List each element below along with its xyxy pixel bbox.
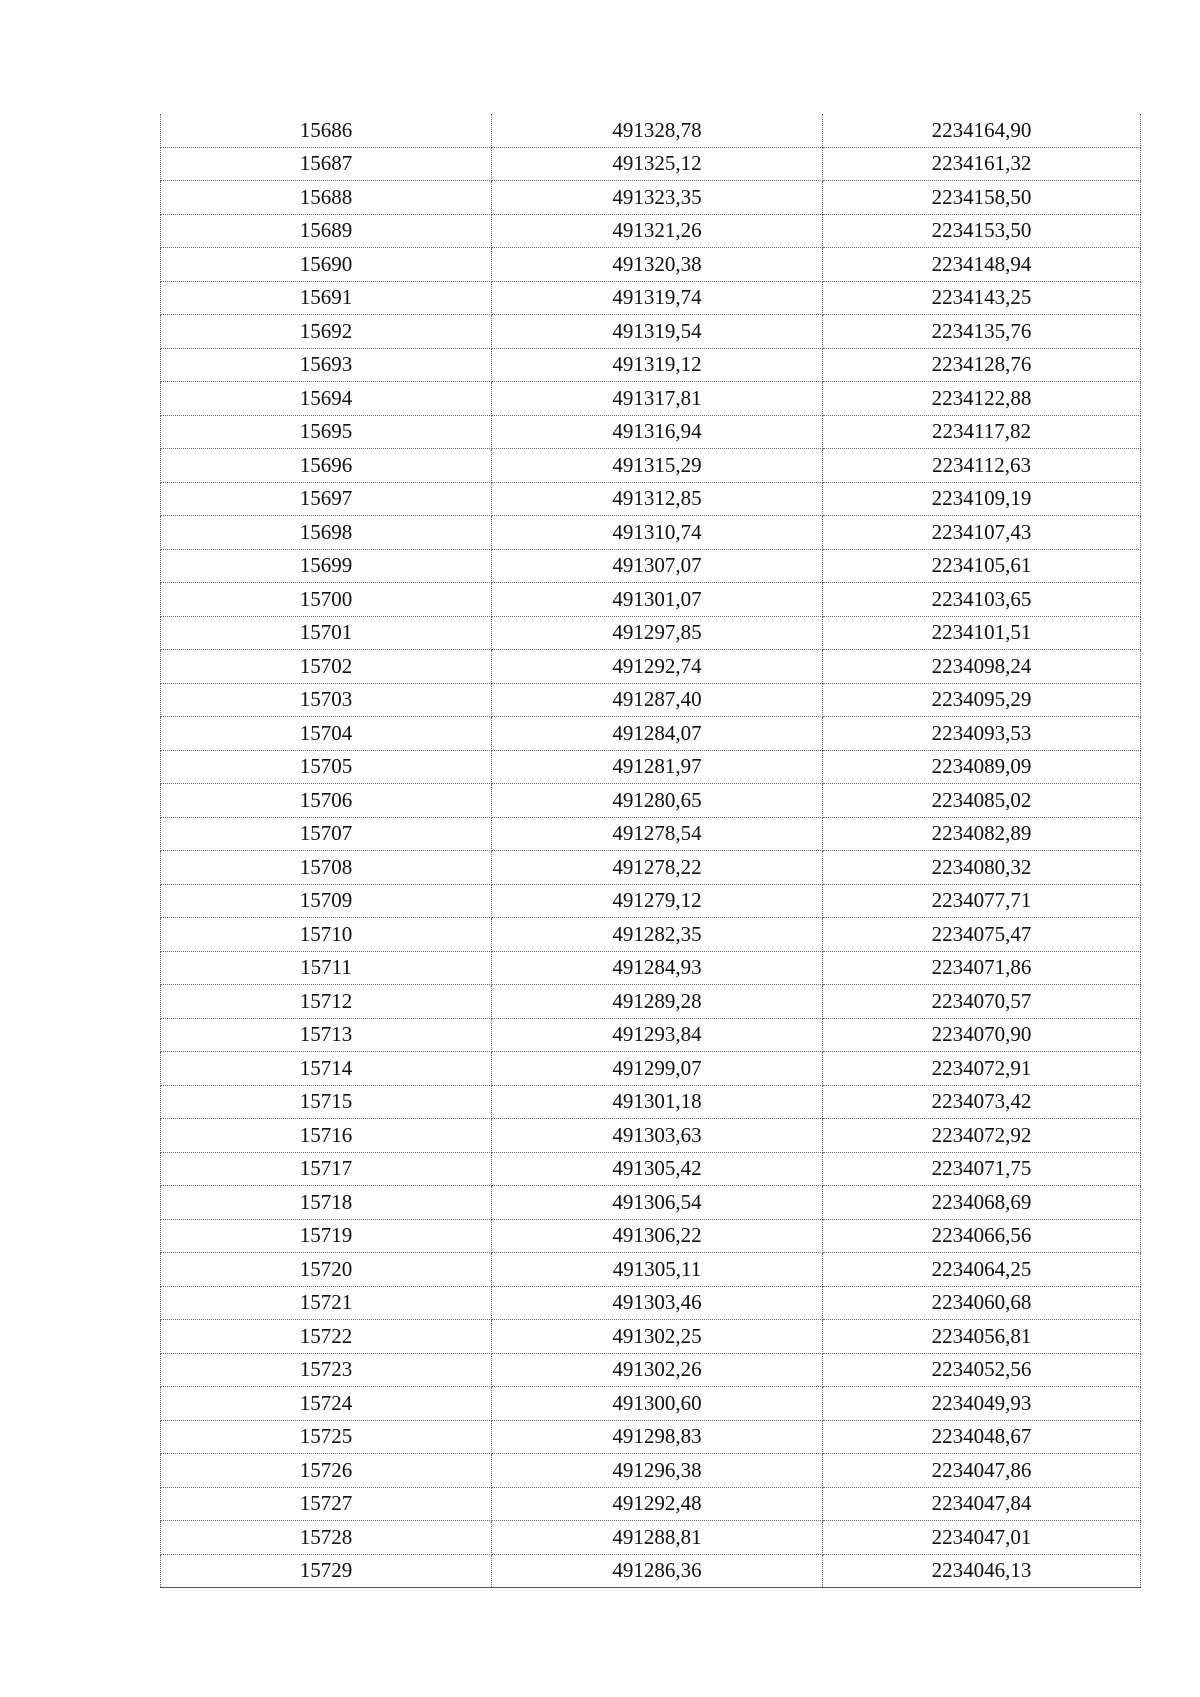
point-number-cell: 15705 [161, 750, 492, 784]
x-coordinate-cell: 491317,81 [492, 382, 823, 416]
x-coordinate-cell: 491292,74 [492, 650, 823, 684]
point-number-cell: 15710 [161, 918, 492, 952]
x-coordinate-cell: 491288,81 [492, 1521, 823, 1555]
table-row [161, 851, 1141, 885]
y-coordinate-cell: 2234101,51 [823, 616, 1141, 650]
x-coordinate-cell: 491319,54 [492, 315, 823, 349]
table-row [161, 1018, 1141, 1052]
y-coordinate-cell: 2234077,71 [823, 884, 1141, 918]
y-coordinate-cell: 2234071,86 [823, 951, 1141, 985]
y-coordinate-cell: 2234070,90 [823, 1018, 1141, 1052]
y-coordinate-cell: 2234056,81 [823, 1320, 1141, 1354]
table-row [161, 315, 1141, 349]
y-coordinate-cell: 2234060,68 [823, 1286, 1141, 1320]
table-row [161, 516, 1141, 550]
coordinates-table [160, 114, 1141, 1588]
y-coordinate-cell: 2234072,92 [823, 1119, 1141, 1153]
y-coordinate-cell: 2234048,67 [823, 1420, 1141, 1454]
x-coordinate-cell: 491292,48 [492, 1487, 823, 1521]
x-coordinate-cell: 491284,07 [492, 717, 823, 751]
x-coordinate-cell: 491305,42 [492, 1152, 823, 1186]
x-coordinate-cell: 491301,18 [492, 1085, 823, 1119]
table-row [161, 415, 1141, 449]
point-number-cell: 15722 [161, 1320, 492, 1354]
point-number-cell: 15727 [161, 1487, 492, 1521]
y-coordinate-cell: 2234068,69 [823, 1186, 1141, 1220]
y-coordinate-cell: 2234164,90 [823, 114, 1141, 147]
x-coordinate-cell: 491278,54 [492, 817, 823, 851]
y-coordinate-cell: 2234148,94 [823, 248, 1141, 282]
x-coordinate-cell: 491305,11 [492, 1253, 823, 1287]
y-coordinate-cell: 2234075,47 [823, 918, 1141, 952]
y-coordinate-cell: 2234047,84 [823, 1487, 1141, 1521]
y-coordinate-cell: 2234143,25 [823, 281, 1141, 315]
y-coordinate-cell: 2234107,43 [823, 516, 1141, 550]
x-coordinate-cell: 491315,29 [492, 449, 823, 483]
x-coordinate-cell: 491284,93 [492, 951, 823, 985]
x-coordinate-cell: 491296,38 [492, 1454, 823, 1488]
y-coordinate-cell: 2234049,93 [823, 1387, 1141, 1421]
x-coordinate-cell: 491282,35 [492, 918, 823, 952]
y-coordinate-cell: 2234070,57 [823, 985, 1141, 1019]
point-number-cell: 15720 [161, 1253, 492, 1287]
y-coordinate-cell: 2234122,88 [823, 382, 1141, 416]
point-number-cell: 15691 [161, 281, 492, 315]
x-coordinate-cell: 491321,26 [492, 214, 823, 248]
y-coordinate-cell: 2234066,56 [823, 1219, 1141, 1253]
point-number-cell: 15688 [161, 181, 492, 215]
point-number-cell: 15728 [161, 1521, 492, 1555]
x-coordinate-cell: 491328,78 [492, 114, 823, 147]
table-row [161, 114, 1141, 147]
table-row [161, 683, 1141, 717]
x-coordinate-cell: 491312,85 [492, 482, 823, 516]
table-row [161, 482, 1141, 516]
x-coordinate-cell: 491286,36 [492, 1554, 823, 1588]
point-number-cell: 15704 [161, 717, 492, 751]
y-coordinate-cell: 2234117,82 [823, 415, 1141, 449]
table-row [161, 817, 1141, 851]
x-coordinate-cell: 491300,60 [492, 1387, 823, 1421]
table-row [161, 1085, 1141, 1119]
x-coordinate-cell: 491306,54 [492, 1186, 823, 1220]
point-number-cell: 15712 [161, 985, 492, 1019]
table-row [161, 1420, 1141, 1454]
x-coordinate-cell: 491302,25 [492, 1320, 823, 1354]
point-number-cell: 15715 [161, 1085, 492, 1119]
point-number-cell: 15714 [161, 1052, 492, 1086]
point-number-cell: 15699 [161, 549, 492, 583]
x-coordinate-cell: 491310,74 [492, 516, 823, 550]
table-row [161, 1119, 1141, 1153]
point-number-cell: 15729 [161, 1554, 492, 1588]
y-coordinate-cell: 2234080,32 [823, 851, 1141, 885]
y-coordinate-cell: 2234103,65 [823, 583, 1141, 617]
table-row [161, 1219, 1141, 1253]
x-coordinate-cell: 491302,26 [492, 1353, 823, 1387]
table-row [161, 985, 1141, 1019]
point-number-cell: 15706 [161, 784, 492, 818]
point-number-cell: 15696 [161, 449, 492, 483]
table-row [161, 583, 1141, 617]
y-coordinate-cell: 2234109,19 [823, 482, 1141, 516]
y-coordinate-cell: 2234047,86 [823, 1454, 1141, 1488]
coordinates-table-body [161, 114, 1141, 1588]
point-number-cell: 15690 [161, 248, 492, 282]
y-coordinate-cell: 2234064,25 [823, 1253, 1141, 1287]
x-coordinate-cell: 491298,83 [492, 1420, 823, 1454]
table-row [161, 449, 1141, 483]
table-row [161, 750, 1141, 784]
y-coordinate-cell: 2234093,53 [823, 717, 1141, 751]
table-row [161, 1186, 1141, 1220]
table-row [161, 248, 1141, 282]
table-row [161, 918, 1141, 952]
point-number-cell: 15718 [161, 1186, 492, 1220]
x-coordinate-cell: 491299,07 [492, 1052, 823, 1086]
point-number-cell: 15689 [161, 214, 492, 248]
table-row [161, 616, 1141, 650]
table-row [161, 382, 1141, 416]
y-coordinate-cell: 2234158,50 [823, 181, 1141, 215]
point-number-cell: 15724 [161, 1387, 492, 1421]
table-row [161, 1387, 1141, 1421]
x-coordinate-cell: 491303,63 [492, 1119, 823, 1153]
table-row [161, 784, 1141, 818]
x-coordinate-cell: 491306,22 [492, 1219, 823, 1253]
y-coordinate-cell: 2234052,56 [823, 1353, 1141, 1387]
table-row [161, 1454, 1141, 1488]
x-coordinate-cell: 491301,07 [492, 583, 823, 617]
y-coordinate-cell: 2234161,32 [823, 147, 1141, 181]
table-row [161, 348, 1141, 382]
x-coordinate-cell: 491307,07 [492, 549, 823, 583]
table-row [161, 1487, 1141, 1521]
x-coordinate-cell: 491323,35 [492, 181, 823, 215]
point-number-cell: 15697 [161, 482, 492, 516]
table-row [161, 181, 1141, 215]
y-coordinate-cell: 2234112,63 [823, 449, 1141, 483]
point-number-cell: 15725 [161, 1420, 492, 1454]
point-number-cell: 15713 [161, 1018, 492, 1052]
x-coordinate-cell: 491281,97 [492, 750, 823, 784]
point-number-cell: 15717 [161, 1152, 492, 1186]
y-coordinate-cell: 2234047,01 [823, 1521, 1141, 1555]
point-number-cell: 15702 [161, 650, 492, 684]
table-row [161, 1320, 1141, 1354]
point-number-cell: 15707 [161, 817, 492, 851]
table-row [161, 1052, 1141, 1086]
point-number-cell: 15698 [161, 516, 492, 550]
point-number-cell: 15701 [161, 616, 492, 650]
y-coordinate-cell: 2234046,13 [823, 1554, 1141, 1588]
table-row [161, 549, 1141, 583]
y-coordinate-cell: 2234073,42 [823, 1085, 1141, 1119]
table-row [161, 1152, 1141, 1186]
point-number-cell: 15686 [161, 114, 492, 147]
y-coordinate-cell: 2234153,50 [823, 214, 1141, 248]
point-number-cell: 15700 [161, 583, 492, 617]
point-number-cell: 15726 [161, 1454, 492, 1488]
x-coordinate-cell: 491319,12 [492, 348, 823, 382]
table-row [161, 1554, 1141, 1588]
x-coordinate-cell: 491293,84 [492, 1018, 823, 1052]
table-row [161, 1521, 1141, 1555]
x-coordinate-cell: 491280,65 [492, 784, 823, 818]
y-coordinate-cell: 2234089,09 [823, 750, 1141, 784]
x-coordinate-cell: 491325,12 [492, 147, 823, 181]
x-coordinate-cell: 491279,12 [492, 884, 823, 918]
table-row [161, 717, 1141, 751]
y-coordinate-cell: 2234098,24 [823, 650, 1141, 684]
x-coordinate-cell: 491278,22 [492, 851, 823, 885]
table-row [161, 1253, 1141, 1287]
table-row [161, 951, 1141, 985]
x-coordinate-cell: 491303,46 [492, 1286, 823, 1320]
x-coordinate-cell: 491289,28 [492, 985, 823, 1019]
y-coordinate-cell: 2234135,76 [823, 315, 1141, 349]
point-number-cell: 15687 [161, 147, 492, 181]
y-coordinate-cell: 2234105,61 [823, 549, 1141, 583]
y-coordinate-cell: 2234082,89 [823, 817, 1141, 851]
point-number-cell: 15721 [161, 1286, 492, 1320]
point-number-cell: 15708 [161, 851, 492, 885]
point-number-cell: 15709 [161, 884, 492, 918]
point-number-cell: 15694 [161, 382, 492, 416]
table-row [161, 214, 1141, 248]
point-number-cell: 15723 [161, 1353, 492, 1387]
point-number-cell: 15703 [161, 683, 492, 717]
x-coordinate-cell: 491316,94 [492, 415, 823, 449]
table-row [161, 1286, 1141, 1320]
table-row [161, 1353, 1141, 1387]
point-number-cell: 15695 [161, 415, 492, 449]
y-coordinate-cell: 2234095,29 [823, 683, 1141, 717]
x-coordinate-cell: 491297,85 [492, 616, 823, 650]
y-coordinate-cell: 2234128,76 [823, 348, 1141, 382]
x-coordinate-cell: 491319,74 [492, 281, 823, 315]
table-row [161, 650, 1141, 684]
point-number-cell: 15692 [161, 315, 492, 349]
y-coordinate-cell: 2234085,02 [823, 784, 1141, 818]
y-coordinate-cell: 2234072,91 [823, 1052, 1141, 1086]
point-number-cell: 15719 [161, 1219, 492, 1253]
x-coordinate-cell: 491320,38 [492, 248, 823, 282]
table-row [161, 281, 1141, 315]
table-row [161, 147, 1141, 181]
point-number-cell: 15711 [161, 951, 492, 985]
x-coordinate-cell: 491287,40 [492, 683, 823, 717]
table-row [161, 884, 1141, 918]
point-number-cell: 15693 [161, 348, 492, 382]
point-number-cell: 15716 [161, 1119, 492, 1153]
y-coordinate-cell: 2234071,75 [823, 1152, 1141, 1186]
